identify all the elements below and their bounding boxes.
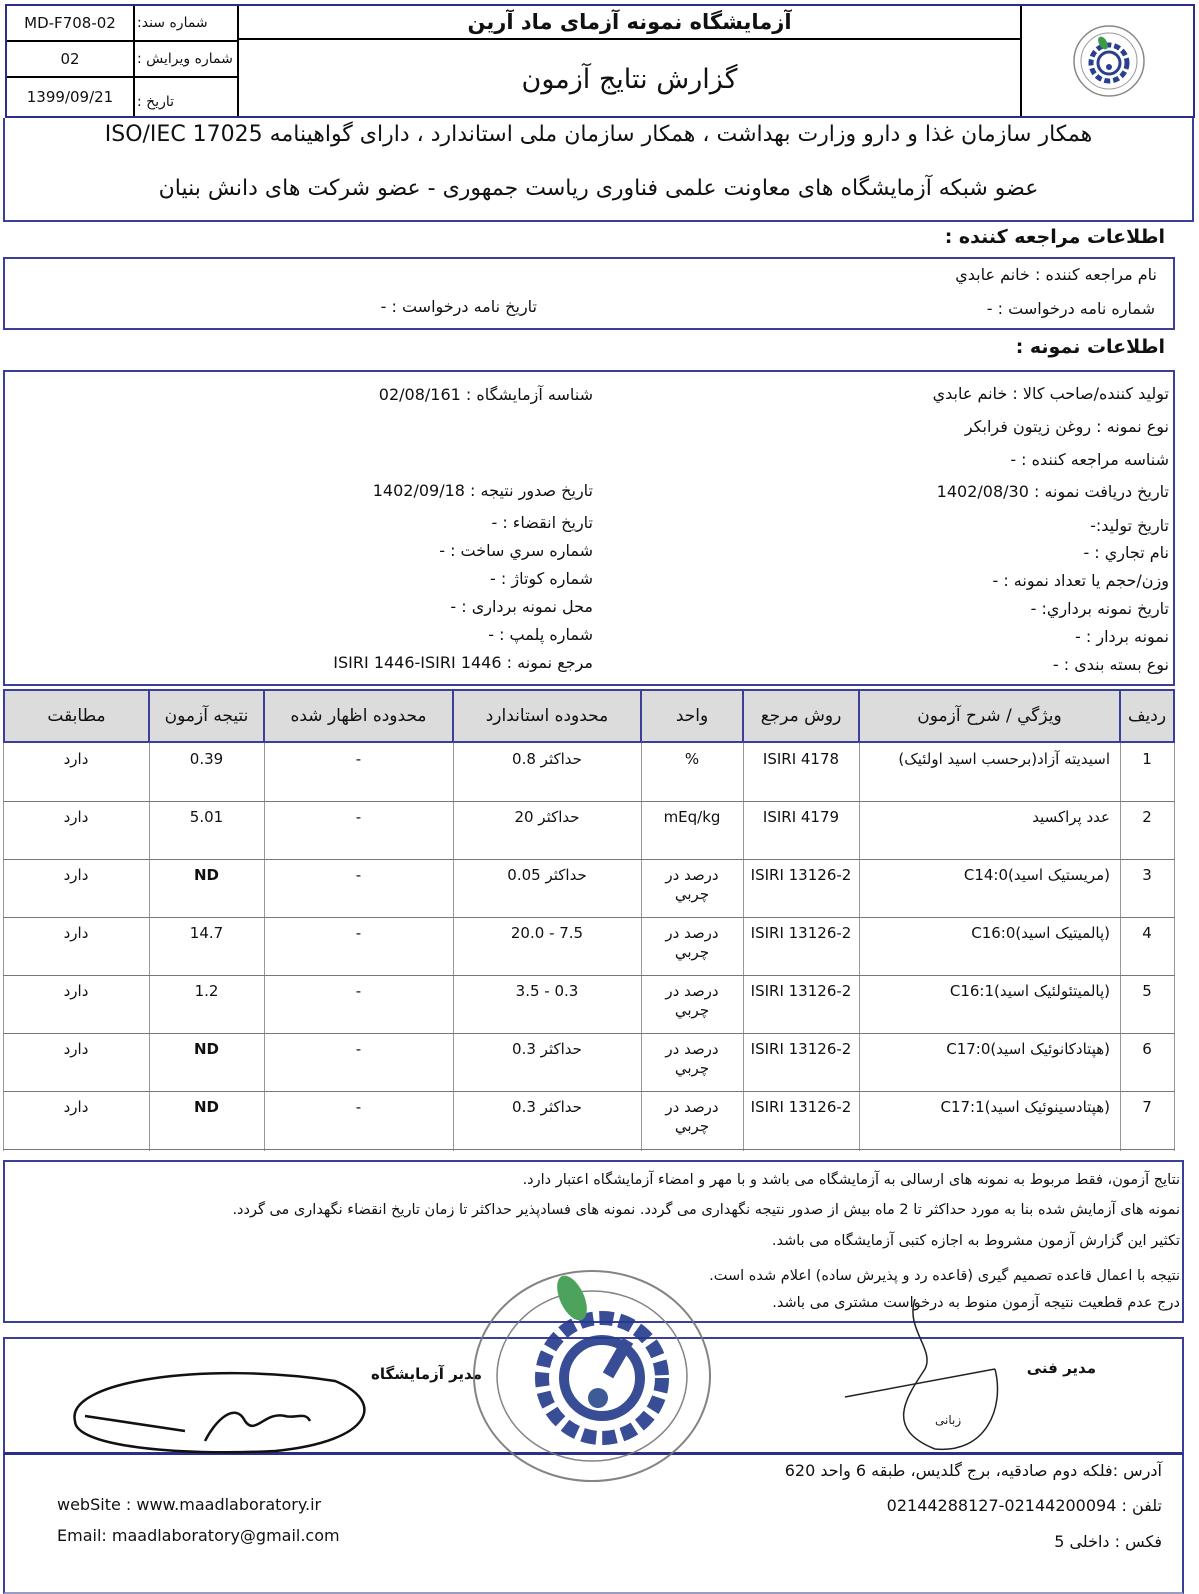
cell-method: ISIRI 13126-2	[750, 1040, 852, 1058]
header-row-number: رديف	[1119, 689, 1175, 743]
cell-conformity: دارد	[63, 924, 89, 942]
revision-label: شماره ويرايش :	[137, 51, 233, 67]
cell-result: ND	[193, 866, 219, 884]
cell-result: 1.2	[194, 982, 219, 1000]
cell-result: ND	[193, 1040, 219, 1058]
header-standard-range: محدوده استاندارد	[452, 689, 642, 743]
batch-number: شماره سري ساخت : -	[439, 541, 593, 560]
lab-manager-signature	[55, 1361, 385, 1456]
sampler: نمونه بردار : -	[1075, 627, 1169, 646]
date-value: 1399/09/21	[7, 78, 135, 116]
header-conformity: مطابقت	[3, 689, 150, 743]
customs-number: شماره كوتاژ : -	[490, 569, 593, 588]
packaging-type: نوع بسته بندی : -	[1052, 655, 1169, 674]
cell-row-number: 4	[1142, 924, 1152, 942]
cell-declared-range: -	[355, 1040, 362, 1058]
row-divider	[3, 801, 1175, 802]
lab-manager-label: مدیر آزمایشگاه	[371, 1365, 482, 1383]
document-meta-table	[7, 6, 239, 116]
technical-manager-label: مدیر فنی	[1026, 1359, 1096, 1377]
row-divider	[3, 975, 1175, 976]
cell-standard-range: حداکثر 20	[514, 808, 580, 826]
client-id: شناسه مراجعه كننده : -	[1010, 450, 1169, 469]
note-3: تکثیر این گزارش آزمون مشروط به اجازه کتبی آزمایشگاه می باشد.	[771, 1233, 1180, 1249]
request-number: شماره نامه درخواست : -	[986, 299, 1155, 318]
cell-declared-range: -	[355, 866, 362, 884]
cell-declared-range: -	[355, 1098, 362, 1116]
cell-standard-range: حداکثر 0.3	[512, 1098, 582, 1116]
lab-seal-logo-icon	[1071, 23, 1147, 99]
cell-standard-range: حداکثر 0.05	[507, 866, 587, 884]
cell-description: (پالمیتیک اسید)C16:0	[971, 924, 1110, 942]
revision-row	[7, 42, 239, 78]
cell-row-number: 5	[1142, 982, 1152, 1000]
request-date: تاریخ نامه درخواست : -	[380, 297, 537, 316]
issue-date: تاريخ صدور نتيجه : 1402/09/18	[372, 481, 593, 500]
seal-number: شماره پلمپ : -	[488, 625, 593, 644]
expiry-date: تاريخ انقضاء : -	[491, 513, 593, 532]
lab-phone: تلفن : 02144200094-02144288127	[886, 1496, 1162, 1515]
lab-id: شناسه آزمایشگاه : 02/08/161	[378, 385, 593, 404]
cell-unit: درصد در چربي	[665, 924, 719, 961]
cell-declared-range: -	[355, 750, 362, 768]
receive-date: تاريخ دريافت نمونه : 1402/08/30	[936, 482, 1169, 501]
cell-row-number: 3	[1142, 866, 1152, 884]
header-unit: واحد	[640, 689, 744, 743]
note-5: درج عدم قطعیت نتیجه آزمون منوط به درخواست مشتری می باشد.	[772, 1295, 1180, 1311]
production-date: تاريخ توليد:-	[1090, 516, 1169, 535]
client-info-box	[3, 257, 1175, 330]
accreditation-line-1: همکار سازمان غذا و دارو وزارت بهداشت ، همکار سازمان ملی استاندارد ، دارای گواهینامه ISO/IEC 17025	[104, 122, 1093, 147]
cell-row-number: 6	[1142, 1040, 1152, 1058]
doc-number-label: شماره سند:	[137, 15, 208, 31]
cell-result: 5.01	[189, 808, 224, 826]
row-divider	[3, 1033, 1175, 1034]
cell-unit: درصد در چربي	[665, 982, 719, 1019]
cell-description: عدد پراکسید	[1032, 808, 1110, 826]
cell-method: ISIRI 13126-2	[750, 924, 852, 942]
cell-method: ISIRI 13126-2	[750, 982, 852, 1000]
brand-name: نام تجاري : -	[1083, 543, 1169, 562]
lab-stamp-icon	[462, 1258, 722, 1488]
lab-email[interactable]: Email: maadlaboratory@gmail.com	[57, 1526, 340, 1545]
cell-declared-range: -	[355, 924, 362, 942]
lab-logo	[1024, 6, 1193, 116]
cell-method: ISIRI 4178	[762, 750, 840, 768]
cell-conformity: دارد	[63, 982, 89, 1000]
cell-result: 14.7	[189, 924, 224, 942]
lab-website[interactable]: webSite : www.maadlaboratory.ir	[57, 1495, 322, 1514]
svg-text:زبانی: زبانی	[935, 1413, 962, 1427]
header-method: روش مرجع	[742, 689, 860, 743]
sampling-date: تاريخ نمونه برداري: -	[1030, 599, 1169, 618]
row-divider	[3, 859, 1175, 860]
cell-declared-range: -	[355, 982, 362, 1000]
date-label: تاریخ :	[137, 94, 175, 110]
sample-type: نوع نمونه : روغن زیتون فرابکر	[964, 417, 1169, 436]
cell-row-number: 7	[1142, 1098, 1152, 1116]
note-1: نتایج آزمون، فقط مربوط به نمونه های ارسالی به آزمایشگاه می باشد و با مهر و امضاء آزمایشگاه اعتبار دارد.	[522, 1172, 1180, 1188]
cell-description: (مریستیک اسید)C14:0	[963, 866, 1110, 884]
accreditation-line-2: عضو شبکه آزمایشگاه های معاونت علمی فناوری ریاست جمهوری - عضو شرکت های دانش بنیان	[158, 176, 1039, 201]
sample-info-box	[3, 370, 1175, 686]
client-section-title: اطلاعات مراجعه کننده :	[944, 226, 1165, 248]
note-4: نتیجه با اعمال قاعده تصمیم گیری (قاعده رد و پذیرش ساده) اعلام شده است.	[709, 1268, 1180, 1284]
cell-declared-range: -	[355, 808, 362, 826]
cell-conformity: دارد	[63, 1098, 89, 1116]
doc-number-value: MD-F708-02	[7, 6, 135, 40]
client-name: نام مراجعه کننده : خانم عابدي	[955, 265, 1157, 284]
header-result: نتيجه آزمون	[148, 689, 265, 743]
cell-method: ISIRI 4179	[762, 808, 840, 826]
report-header	[5, 4, 1195, 118]
lab-fax: فکس : داخلی 5	[1054, 1532, 1162, 1551]
cell-row-number: 2	[1142, 808, 1152, 826]
row-divider	[3, 1149, 1175, 1150]
row-divider	[3, 917, 1175, 918]
lab-name: آزمایشگاه نمونه آزمای ماد آرین	[239, 6, 1020, 40]
cell-description: (هپتادسینوئیک اسید)C17:1	[940, 1098, 1110, 1116]
cell-unit: %	[684, 750, 700, 768]
accreditation-banner	[3, 118, 1194, 222]
cell-row-number: 1	[1142, 750, 1152, 768]
title-block	[239, 6, 1022, 116]
technical-manager-signature	[825, 1299, 1025, 1459]
cell-conformity: دارد	[63, 750, 89, 768]
cell-result: 0.39	[189, 750, 224, 768]
cell-conformity: دارد	[63, 808, 89, 826]
report-title: گزارش نتایج آزمون	[521, 63, 738, 95]
sample-producer: توليد كننده/صاحب كالا : خانم عابدي	[932, 384, 1169, 403]
sampling-location: محل نمونه برداری : -	[450, 597, 593, 616]
cell-description: اسیدیته آزاد(برحسب اسید اولئیک)	[898, 750, 1110, 768]
header-description: ويژگي / شرح آزمون	[858, 689, 1121, 743]
row-divider	[3, 1091, 1175, 1092]
cell-standard-range: حداکثر 0.3	[512, 1040, 582, 1058]
weight-volume: وزن/حجم يا تعداد نمونه : -	[992, 571, 1169, 590]
cell-method: ISIRI 13126-2	[750, 866, 852, 884]
header-declared-range: محدوده اظهار شده	[263, 689, 454, 743]
cell-standard-range: 7.5 - 20.0	[510, 924, 584, 942]
note-2: نمونه های آزمایش شده بنا به مورد حداکثر تا 2 ماه بیش از صدور نتیجه نگهداری می گردد. نمونه های فسادپذیر حداکثر تا زمان تاریخ انقضاء نگهداری می گردد.	[232, 1202, 1180, 1218]
cell-description: (پالمیتئولئیک اسید)C16:1	[949, 982, 1110, 1000]
cell-standard-range: 0.3 - 3.5	[515, 982, 579, 1000]
lab-address: آدرس :فلکه دوم صادقیه، برج گلدیس، طبقه 6 واحد 620	[784, 1461, 1162, 1480]
revision-value: 02	[7, 42, 135, 76]
cell-unit: درصد در چربي	[665, 866, 719, 903]
results-table	[3, 689, 1175, 1151]
sample-reference: مرجع نمونه : ISIRI 1446-ISIRI 1446	[333, 653, 593, 672]
cell-conformity: دارد	[63, 1040, 89, 1058]
cell-result: ND	[193, 1098, 219, 1116]
cell-conformity: دارد	[63, 866, 89, 884]
cell-unit: mEq/kg	[663, 808, 721, 826]
cell-unit: درصد در چربي	[665, 1040, 719, 1077]
cell-method: ISIRI 13126-2	[750, 1098, 852, 1116]
doc-number-row	[7, 6, 239, 42]
cell-unit: درصد در چربي	[665, 1098, 719, 1135]
sample-section-title: اطلاعات نمونه :	[1015, 336, 1165, 358]
date-row	[7, 78, 239, 116]
cell-standard-range: حداکثر 0.8	[512, 750, 582, 768]
cell-description: (هپتادکانوئیک اسید)C17:0	[946, 1040, 1110, 1058]
